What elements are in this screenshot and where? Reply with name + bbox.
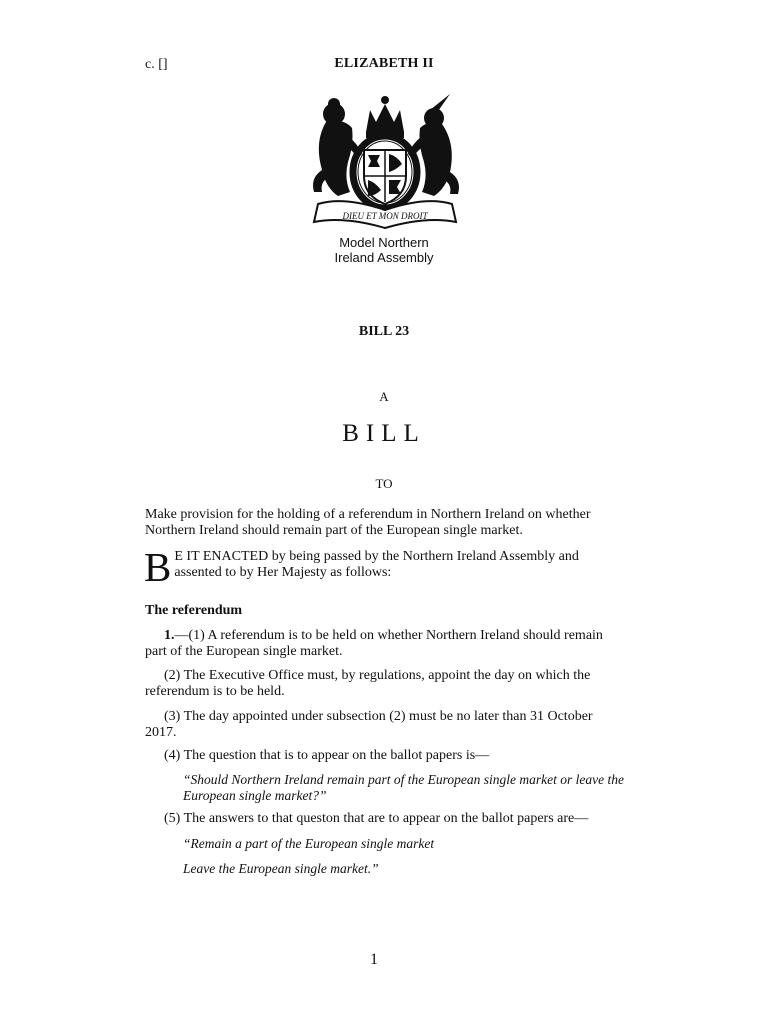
bill-to: TO (375, 476, 393, 491)
assembly-name-line-1: Model Northern (339, 235, 429, 250)
enacting-formula (144, 544, 623, 590)
ballot-answer-leave: Leave the European single market.” (183, 861, 379, 876)
bill-number: BILL 23 (358, 324, 410, 339)
bill-article: A (379, 389, 389, 404)
page-number: 1 (370, 951, 378, 968)
ballot-question: “Should Northern Ireland remain part of the European single market or leave the European single market?” (183, 772, 624, 803)
assembly-name-line-2: Ireland Assembly (334, 250, 434, 265)
monarch-heading: ELIZABETH II (334, 56, 434, 71)
long-title: Make provision for the holding of a referendum in Northern Ireland on whether Northern Ireland should remain part of the European single market. (145, 507, 591, 538)
crest-motto: DIEU ET MON DROIT (342, 211, 428, 221)
ballot-answer-remain: “Remain a part of the European single market (183, 836, 435, 851)
subsection-2: (2) The Executive Office must, by regulations, appoint the day on which the referendum is to be held. (145, 668, 591, 699)
assembly-name (0, 235, 768, 265)
subsection-4: (4) The question that is to appear on the ballot papers is— (164, 748, 490, 763)
chapter-reference: c. [] (145, 57, 168, 72)
enacting-text: E IT ENACTED by being passed by the Northern Ireland Assembly and assented to by Her Majesty as follows: (174, 549, 579, 580)
subsection-3: (3) The day appointed under subsection (2) must be no later than 31 October 2017. (145, 709, 593, 740)
section-number: 1. (164, 628, 175, 643)
section-heading: The referendum (145, 603, 243, 618)
royal-coat-of-arms-icon (304, 92, 466, 230)
subsection-1-text: —(1) A referendum is to be held on whether Northern Ireland should remain part of the European single market. (145, 628, 603, 659)
drop-cap: B (144, 544, 172, 590)
bill-title-word: BILL (342, 420, 426, 447)
subsection-1 (145, 628, 623, 660)
subsection-5: (5) The answers to that queston that are to appear on the ballot papers are— (164, 811, 589, 826)
